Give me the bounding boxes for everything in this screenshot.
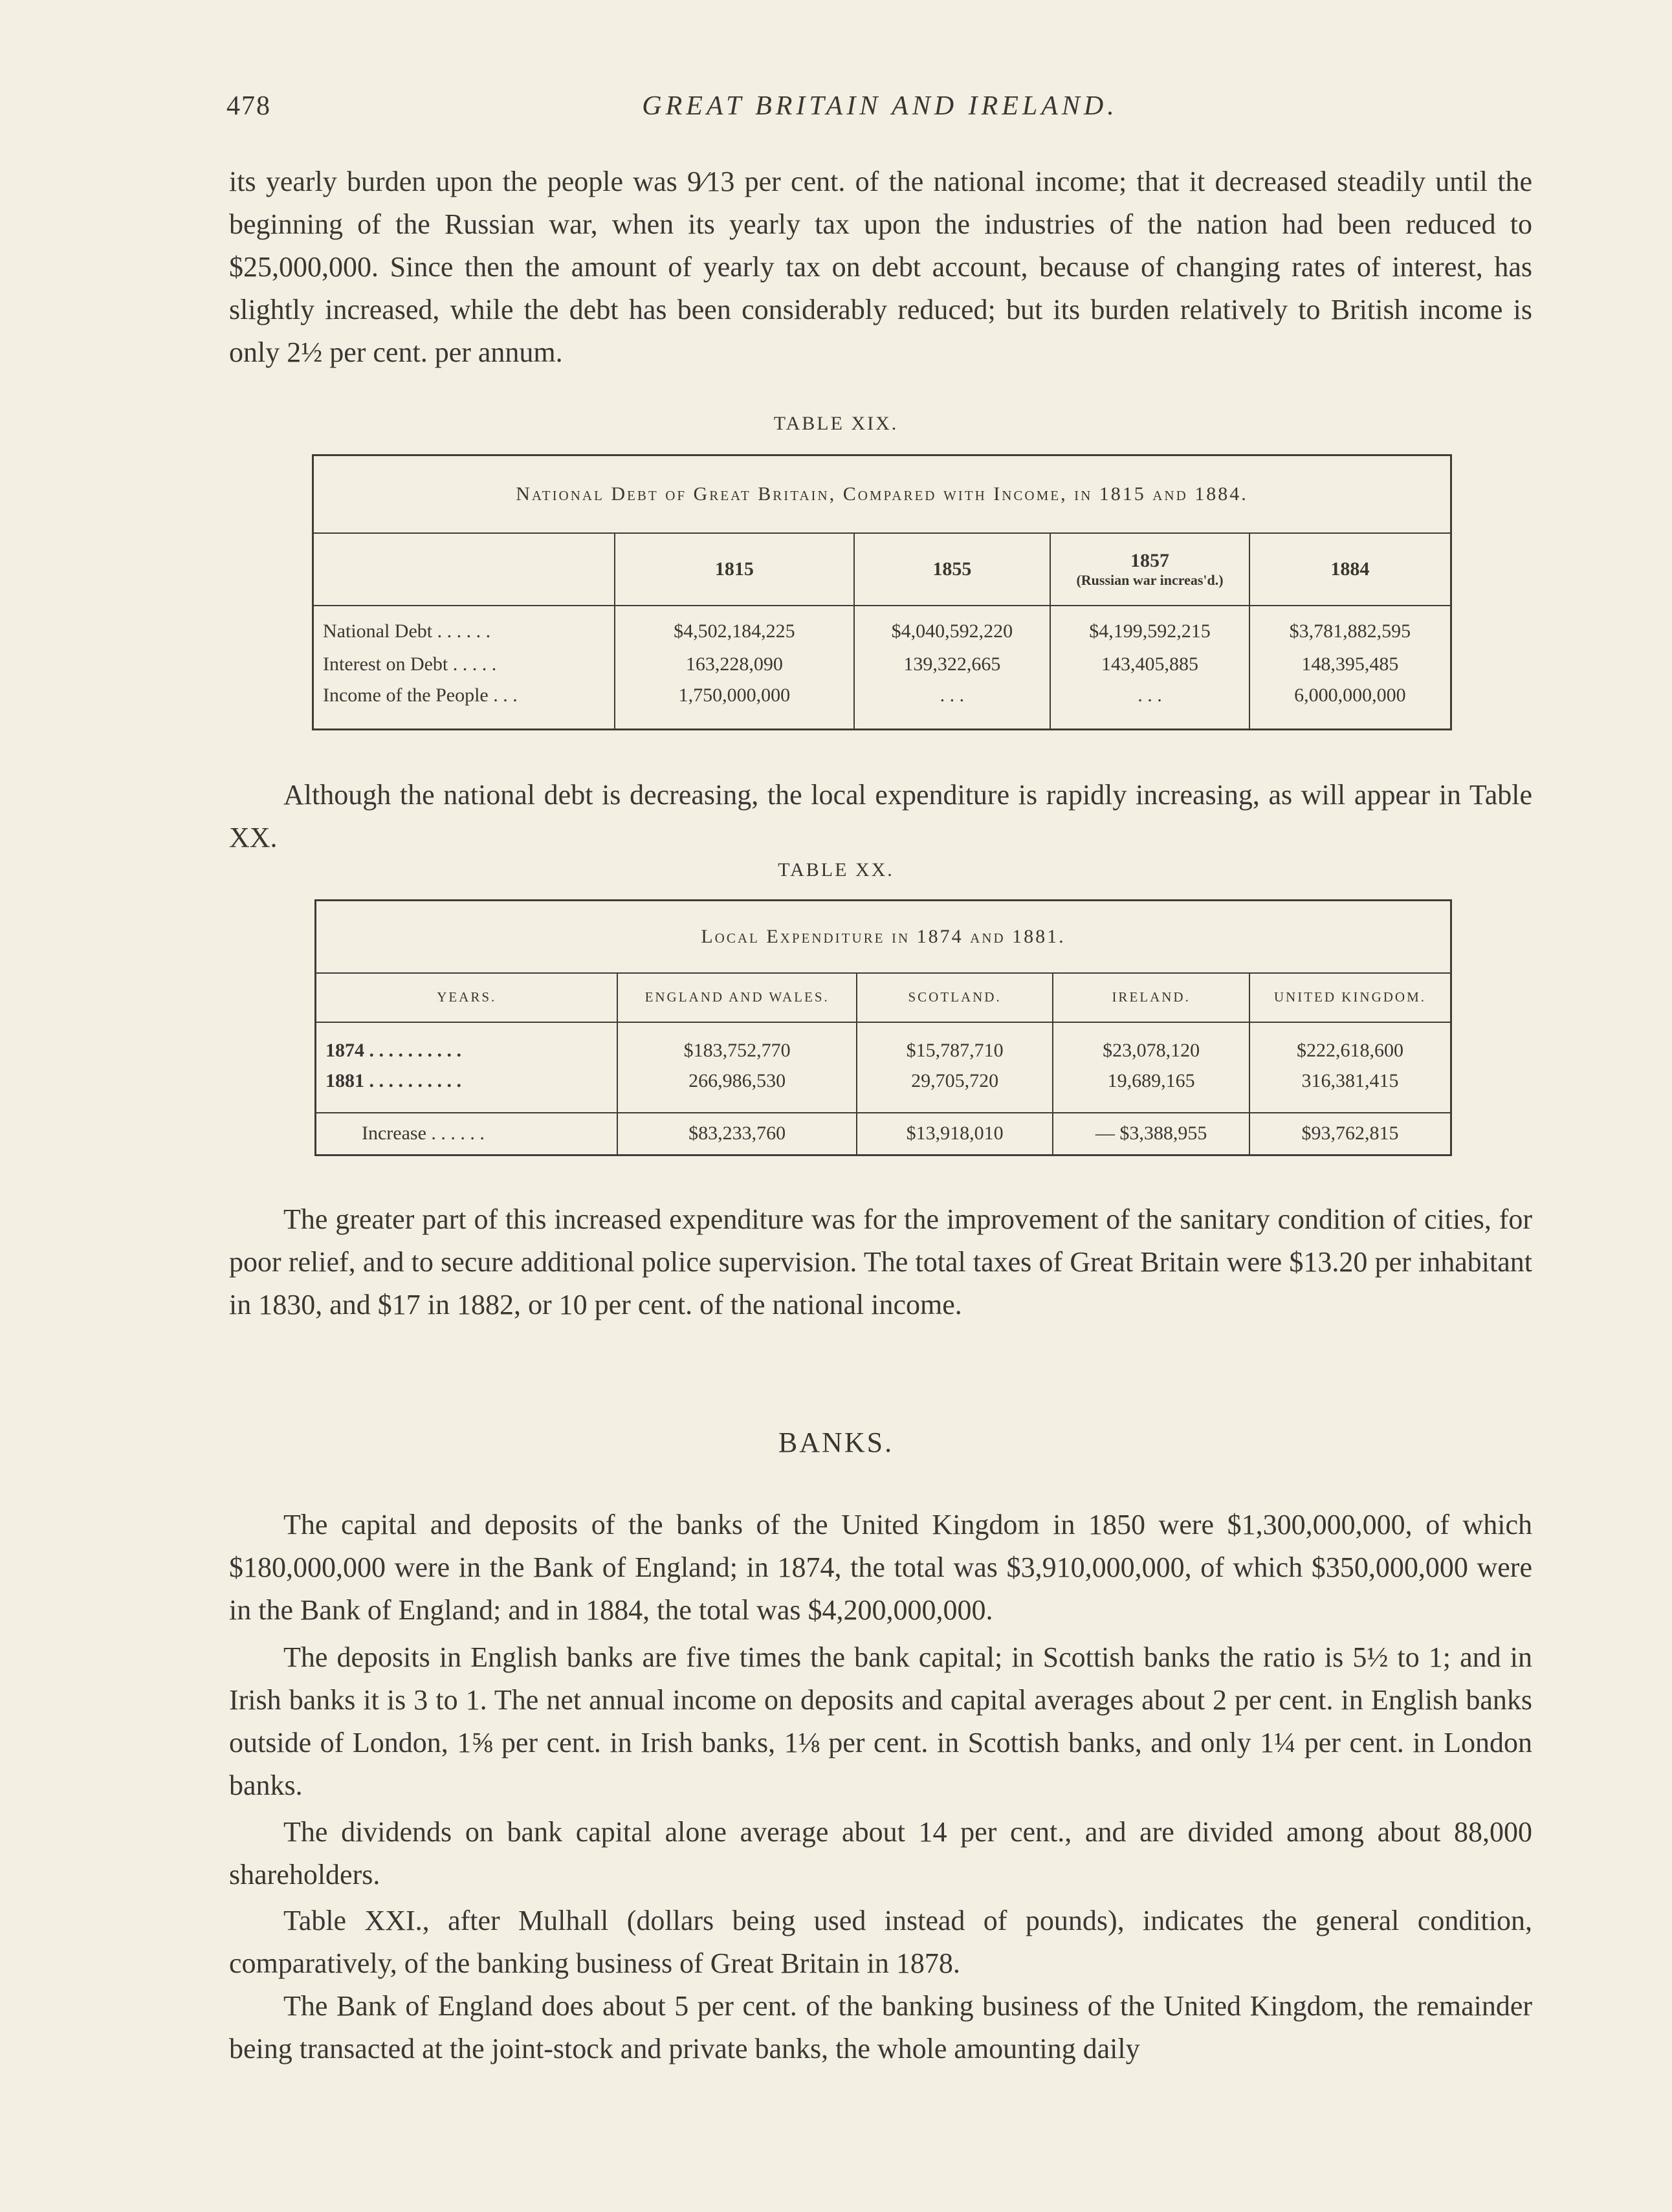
cell: 29,705,720	[857, 1068, 1053, 1113]
row-label: National Debt . . . . . .	[323, 620, 491, 642]
cell: 6,000,000,000	[1249, 681, 1451, 730]
table-xix-caption: TABLE XIX.	[773, 413, 899, 434]
col-1857-year: 1857	[1130, 549, 1170, 571]
paragraph-5: The deposits in English banks are five times the bank capital; in Scottish banks the ratio is 5½ to 1; and in Irish banks it is 3 to 1. The net annual income on deposits and capital averages about 2 per cent. in English banks outside of London, 1⅝ per cent. in Irish banks, 1⅛ per cent. in Scottish banks, and only 1¼ per cent. in London banks.	[229, 1641, 1532, 1801]
row-label: Income of the People . . .	[323, 684, 518, 706]
cell: $4,199,592,215	[1050, 606, 1249, 648]
cell: $15,787,710	[857, 1022, 1053, 1068]
cell: 266,986,530	[617, 1068, 856, 1113]
col-1815: 1815	[615, 533, 853, 606]
table-row	[313, 681, 1451, 730]
paragraph-2: Although the national debt is decreasing, the local expenditure is rapidly increasing, as will appear in Table XX.	[229, 779, 1532, 853]
col-years: YEARS.	[316, 973, 618, 1022]
cell: $3,781,882,595	[1249, 606, 1451, 648]
cell: . . .	[1050, 681, 1249, 730]
running-title: GREAT BRITAIN AND IRELAND.	[642, 91, 1118, 121]
col-1857-note: (Russian war increas'd.)	[1076, 571, 1224, 588]
cell: 316,381,415	[1249, 1068, 1451, 1113]
cell: 1,750,000,000	[615, 681, 853, 730]
table-row	[313, 648, 1451, 681]
cell: $222,618,600	[1249, 1022, 1451, 1068]
paragraph-6: The dividends on bank capital alone average about 14 per cent., and are divided among about 88,000 shareholders.	[229, 1816, 1532, 1890]
cell: $23,078,120	[1053, 1022, 1249, 1068]
table-row	[313, 606, 1451, 648]
table-local-expenditure	[314, 899, 1452, 1156]
row-label: Interest on Debt . . . . .	[323, 653, 497, 675]
paragraph-4: The capital and deposits of the banks of the United Kingdom in 1850 were $1,300,000,000, of which $180,000,000 were in the Bank of England; in 1874, the total was $3,910,000,000, of which $350,000,000 were in the Bank of England; and in 1884, the total was $4,200,000,000.	[229, 1509, 1532, 1626]
paragraph-1: its yearly burden upon the people was 9⁄13 per cent. of the national income; that it decreased steadily until the beginning of the Russian war, when its yearly tax upon the industries of the nation had been reduced to $25,000,000. Since then the amount of yearly tax on debt account, because of changing rates of interest, has slightly increased, while the debt has been considerably reduced; but its burden relatively to British income is only 2½ per cent. per annum.	[229, 166, 1532, 368]
cell: $4,502,184,225	[615, 606, 853, 648]
cell: 163,228,090	[615, 648, 853, 681]
cell: 148,395,485	[1249, 648, 1451, 681]
table-national-debt	[312, 454, 1452, 730]
col-england-wales: ENGLAND AND WALES.	[617, 973, 856, 1022]
cell: $183,752,770	[617, 1022, 856, 1068]
page-number: 478	[226, 91, 271, 121]
cell: 143,405,885	[1050, 648, 1249, 681]
cell: — $3,388,955	[1053, 1113, 1249, 1155]
col-scotland: SCOTLAND.	[857, 973, 1053, 1022]
cell: $93,762,815	[1249, 1113, 1451, 1155]
paragraph-3: The greater part of this increased expenditure was for the improvement of the sanitary condition of cities, for poor relief, and to secure additional police supervision. The total taxes of Great Britain were $13.20 per inhabitant in 1830, and $17 in 1882, or 10 per cent. of the national income.	[229, 1203, 1532, 1320]
cell: $4,040,592,220	[854, 606, 1051, 648]
col-1857	[1050, 533, 1249, 606]
cell: 19,689,165	[1053, 1068, 1249, 1113]
table-xx-caption: TABLE XX.	[778, 859, 894, 881]
table-row-increase	[316, 1113, 1451, 1155]
paragraph-8: The Bank of England does about 5 per cent. of the banking business of the United Kingdom, the remainder being transacted at the joint-stock and private banks, the whole amounting daily	[229, 1990, 1532, 2064]
col-1884: 1884	[1249, 533, 1451, 606]
row-label: Increase . . . . . .	[316, 1113, 618, 1155]
table-row	[316, 1022, 1451, 1068]
cell: $83,233,760	[617, 1113, 856, 1155]
cell: . . .	[854, 681, 1051, 730]
col-ireland: IRELAND.	[1053, 973, 1249, 1022]
cell: 139,322,665	[854, 648, 1051, 681]
row-label: 1874 . . . . . . . . . .	[325, 1040, 461, 1061]
section-heading-banks: BANKS.	[778, 1427, 894, 1458]
paragraph-7: Table XXI., after Mulhall (dollars being used instead of pounds), indicates the general condition, comparatively, of the banking business of Great Britain in 1878.	[229, 1905, 1532, 1979]
table-row	[316, 1068, 1451, 1113]
row-label: 1881 . . . . . . . . . .	[325, 1069, 461, 1091]
table-xx-title: Local Expenditure in 1874 and 1881.	[316, 901, 1451, 973]
col-1855: 1855	[854, 533, 1051, 606]
cell: $13,918,010	[857, 1113, 1053, 1155]
col-united-kingdom: UNITED KINGDOM.	[1249, 973, 1451, 1022]
table-xix-title: National Debt of Great Britain, Compared with Income, in 1815 and 1884.	[313, 455, 1451, 533]
running-head	[226, 91, 1534, 129]
table-xix-stub-head	[313, 533, 615, 606]
